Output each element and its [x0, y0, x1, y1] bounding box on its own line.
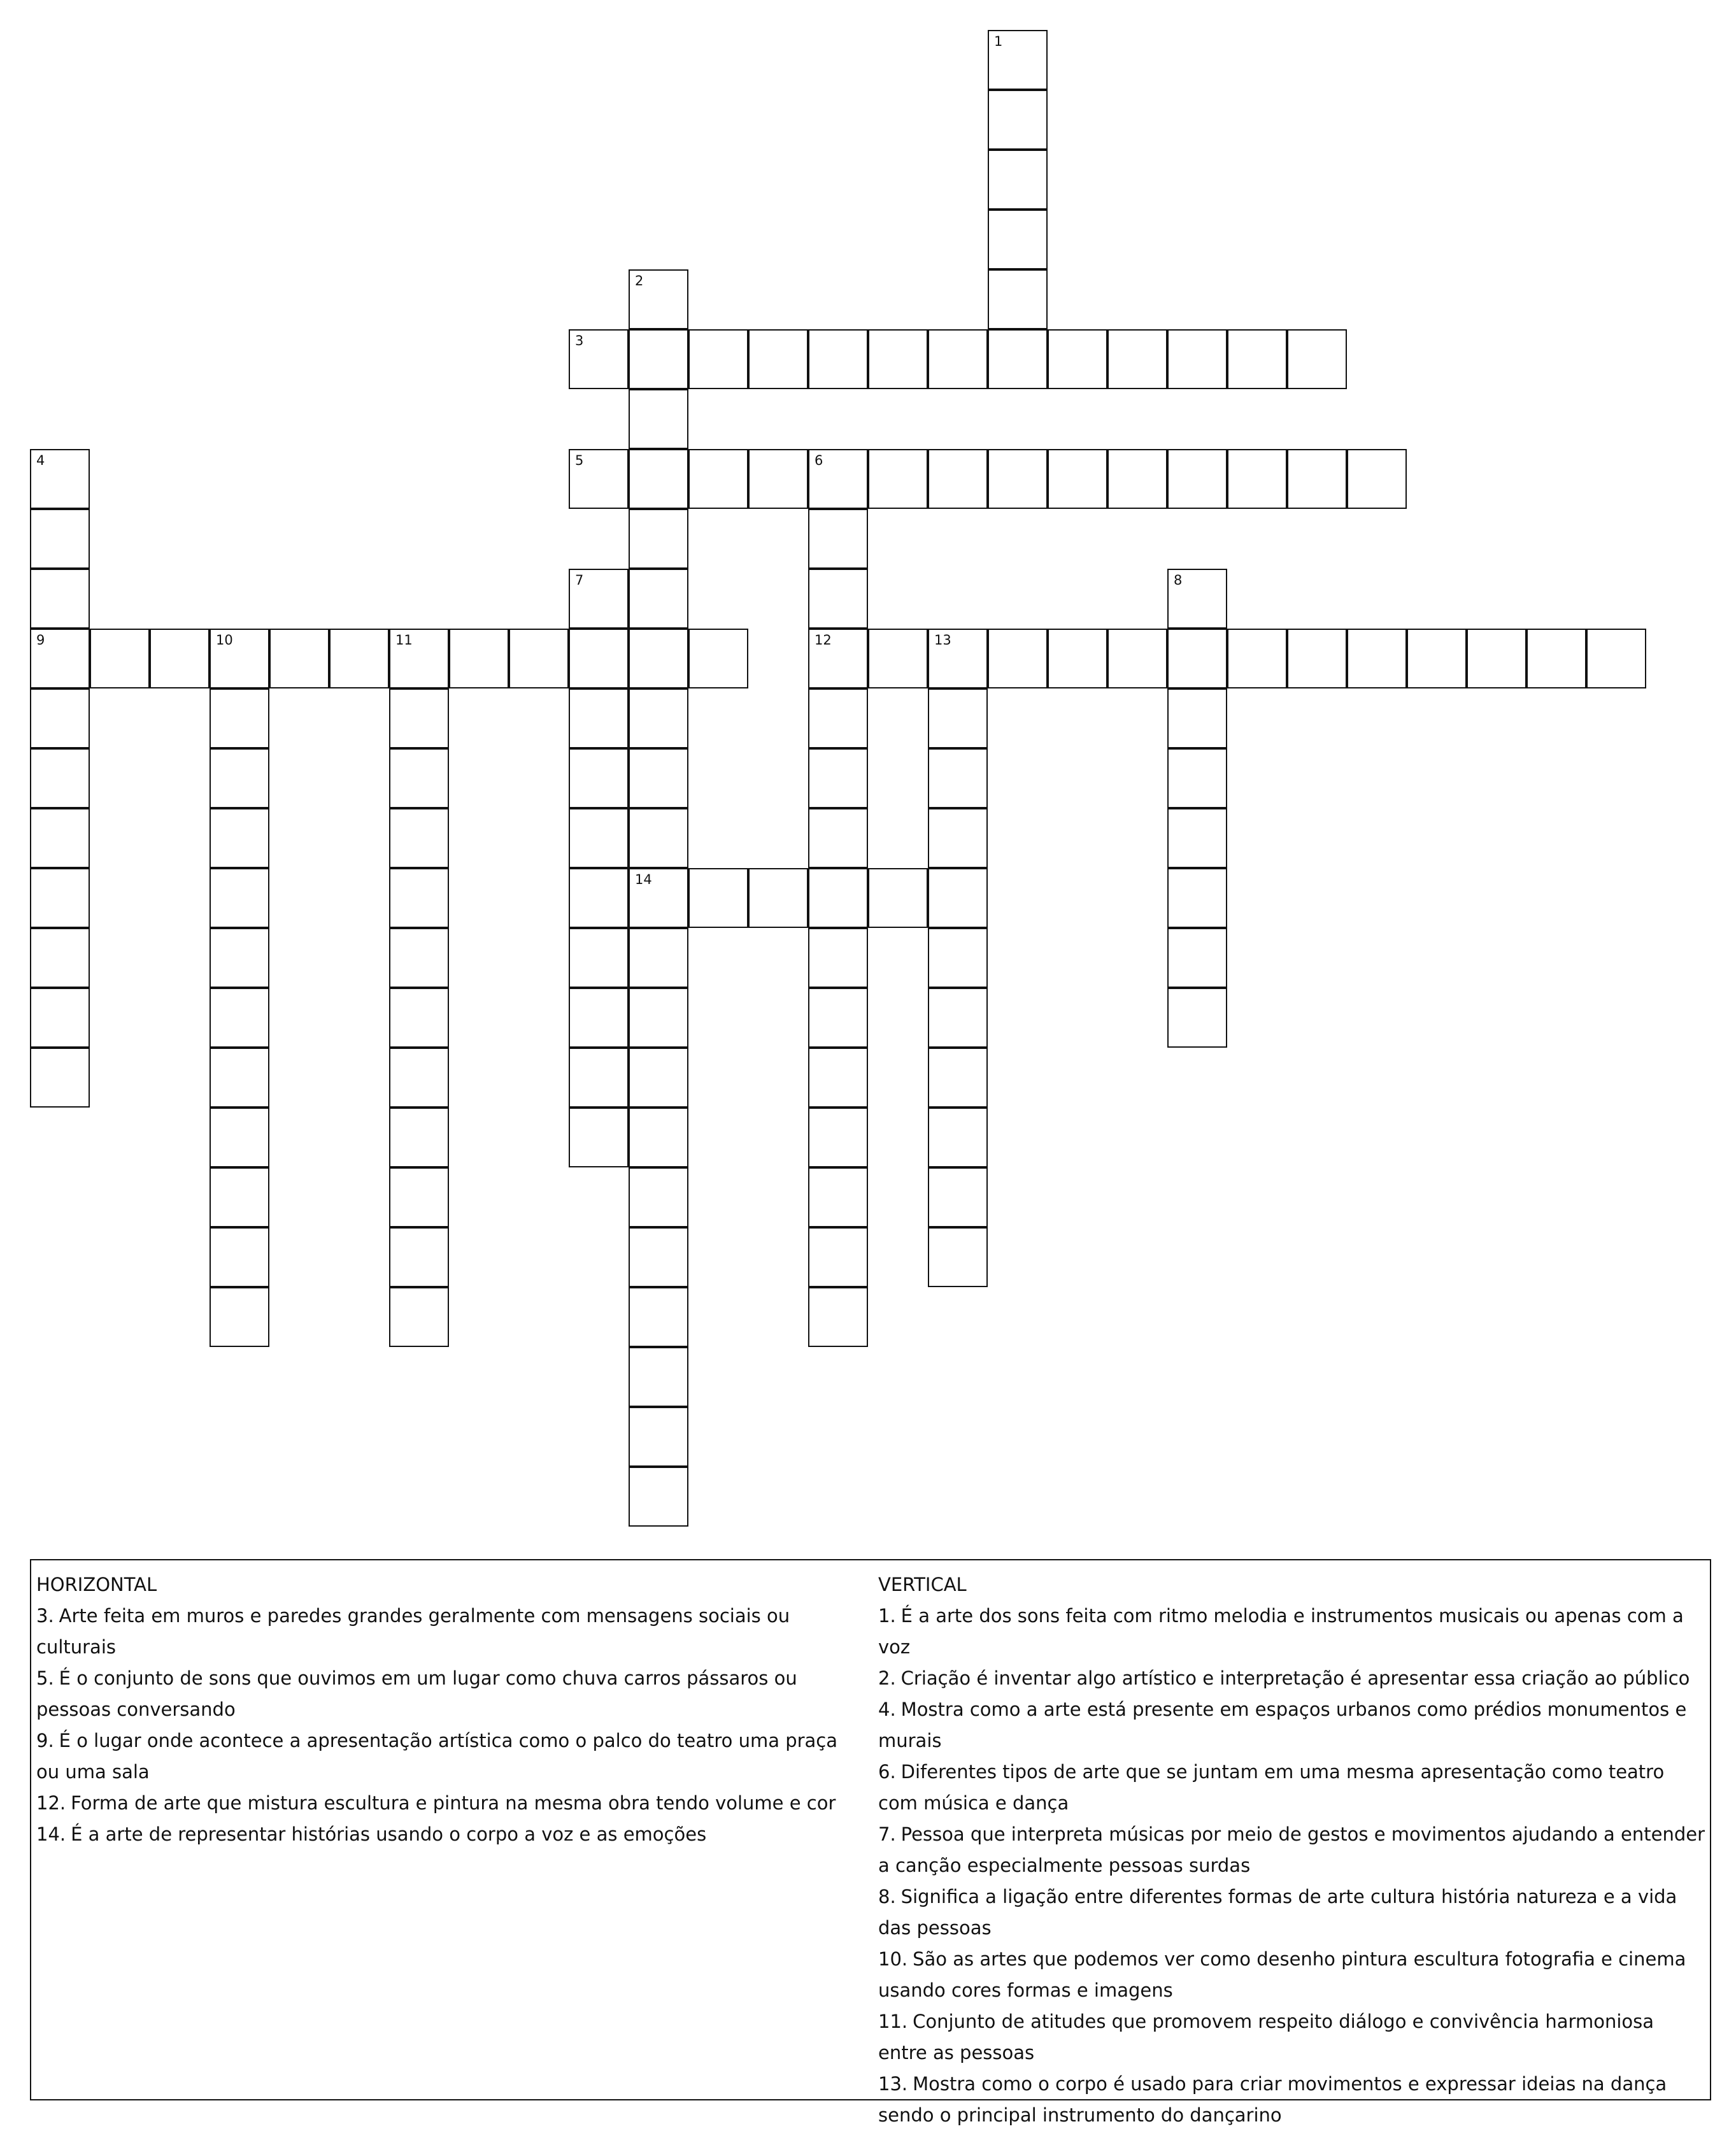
crossword-cell[interactable] — [210, 1227, 269, 1287]
crossword-cell[interactable] — [808, 868, 868, 928]
crossword-cell[interactable] — [688, 629, 748, 688]
crossword-cell[interactable] — [988, 90, 1048, 150]
clue-text: Arte feita em muros e paredes grandes geralmente com mensagens sociais ou culturais — [36, 1605, 790, 1658]
crossword-cell[interactable] — [1227, 449, 1287, 509]
crossword-cell[interactable] — [569, 569, 629, 629]
cell-number: 11 — [395, 632, 413, 648]
crossword-cell[interactable] — [150, 629, 210, 688]
crossword-cell[interactable] — [928, 688, 988, 748]
clue-item — [36, 1725, 858, 1788]
clue-number: 10. — [878, 1948, 908, 1970]
crossword-cell[interactable] — [389, 808, 449, 868]
clue-text: Mostra como o corpo é usado para criar movimentos e expressar ideias na dança sendo o principal instrumento do dançarino — [878, 2073, 1667, 2126]
crossword-cell[interactable] — [629, 449, 688, 509]
crossword-cell[interactable] — [808, 928, 868, 988]
cell-number: 5 — [575, 453, 584, 468]
crossword-cell[interactable] — [629, 748, 688, 808]
clue-number: 9. — [36, 1730, 54, 1751]
crossword-cell[interactable] — [30, 569, 90, 629]
crossword-cell[interactable] — [688, 329, 748, 389]
crossword-cell[interactable] — [1167, 449, 1227, 509]
crossword-cell[interactable] — [1048, 329, 1107, 389]
crossword-cell[interactable] — [1347, 449, 1407, 509]
cell-number: 1 — [994, 34, 1003, 49]
crossword-cell[interactable] — [868, 868, 928, 928]
crossword-cell[interactable] — [808, 988, 868, 1048]
crossword-cell[interactable] — [808, 449, 868, 509]
clue-text: Diferentes tipos de arte que se juntam em uma mesma apresentação como teatro com música e dança — [878, 1761, 1665, 1814]
crossword-cell[interactable] — [868, 329, 928, 389]
crossword-cell[interactable] — [928, 449, 988, 509]
crossword-cell[interactable] — [30, 988, 90, 1048]
crossword-cell[interactable] — [210, 1108, 269, 1167]
clue-number: 4. — [878, 1699, 896, 1720]
clue-number: 12. — [36, 1792, 66, 1814]
crossword-cell[interactable] — [928, 928, 988, 988]
crossword-cell[interactable] — [629, 329, 688, 389]
crossword-cell[interactable] — [928, 988, 988, 1048]
crossword-cell[interactable] — [210, 629, 269, 688]
crossword-cell[interactable] — [90, 629, 150, 688]
crossword-cell[interactable] — [569, 808, 629, 868]
crossword-cell[interactable] — [629, 1167, 688, 1227]
crossword-cell[interactable] — [569, 928, 629, 988]
crossword-cell[interactable] — [569, 1108, 629, 1167]
clue-text: Forma de arte que mistura escultura e pintura na mesma obra tendo volume e cor — [71, 1792, 836, 1814]
crossword-cell[interactable] — [629, 629, 688, 688]
crossword-cell[interactable] — [1167, 808, 1227, 868]
crossword-cell[interactable] — [1107, 629, 1167, 688]
crossword-cell[interactable] — [808, 748, 868, 808]
crossword-cell[interactable] — [30, 449, 90, 509]
crossword-cell[interactable] — [629, 1347, 688, 1407]
crossword-cell[interactable] — [389, 1287, 449, 1347]
crossword-cell[interactable] — [928, 868, 988, 928]
crossword-cell[interactable] — [30, 868, 90, 928]
crossword-cell[interactable] — [629, 1407, 688, 1467]
crossword-cell[interactable] — [30, 1048, 90, 1108]
clue-number: 1. — [878, 1605, 896, 1627]
crossword-cell[interactable] — [928, 329, 988, 389]
crossword-cell[interactable] — [30, 748, 90, 808]
clue-item — [878, 1600, 1706, 1663]
crossword-cell[interactable] — [1227, 329, 1287, 389]
crossword-cell[interactable] — [389, 988, 449, 1048]
clue-item — [878, 1757, 1706, 1819]
clue-item — [878, 1881, 1706, 1944]
crossword-cell[interactable] — [389, 1048, 449, 1108]
crossword-cell[interactable] — [569, 988, 629, 1048]
clue-number: 5. — [36, 1667, 54, 1689]
clue-text: Conjunto de atitudes que promovem respeito diálogo e convivência harmoniosa entre as pessoas — [878, 2011, 1654, 2063]
crossword-cell[interactable] — [629, 688, 688, 748]
crossword-cell[interactable] — [30, 928, 90, 988]
crossword-cell[interactable] — [1227, 629, 1287, 688]
crossword-cell[interactable] — [30, 629, 90, 688]
clue-text: São as artes que podemos ver como desenho pintura escultura fotografia e cinema usando cores formas e imagens — [878, 1948, 1686, 2001]
crossword-cell[interactable] — [569, 629, 629, 688]
crossword-cell[interactable] — [629, 868, 688, 928]
crossword-cell[interactable] — [988, 629, 1048, 688]
cell-number: 12 — [815, 632, 832, 648]
crossword-cell[interactable] — [329, 629, 389, 688]
crossword-cell[interactable] — [389, 868, 449, 928]
crossword-cell[interactable] — [629, 1048, 688, 1108]
crossword-cell[interactable] — [629, 509, 688, 569]
clue-text: Significa a ligação entre diferentes formas de arte cultura história natureza e a vida das pessoas — [878, 1886, 1677, 1939]
crossword-cell[interactable] — [629, 1287, 688, 1347]
vertical-title: VERTICAL — [878, 1574, 967, 1595]
crossword-cell[interactable] — [30, 808, 90, 868]
clue-text: Criação é inventar algo artístico e interpretação é apresentar essa criação ao público — [900, 1667, 1690, 1689]
crossword-cell[interactable] — [1167, 748, 1227, 808]
crossword-cell[interactable] — [1167, 988, 1227, 1048]
crossword-cell[interactable] — [928, 1227, 988, 1287]
crossword-cell[interactable] — [808, 569, 868, 629]
crossword-cell[interactable] — [569, 748, 629, 808]
cell-number: 2 — [635, 273, 644, 289]
crossword-cell[interactable] — [1167, 688, 1227, 748]
clue-item — [36, 1600, 858, 1663]
clue-number: 3. — [36, 1605, 54, 1627]
crossword-cell[interactable] — [1167, 629, 1227, 688]
crossword-cell[interactable] — [928, 1108, 988, 1167]
vertical-clues — [878, 1569, 1706, 2131]
clue-text: Mostra como a arte está presente em espaços urbanos como prédios monumentos e murais — [878, 1699, 1687, 1751]
crossword-cell[interactable] — [569, 868, 629, 928]
crossword-cell[interactable] — [389, 688, 449, 748]
crossword-cell[interactable] — [988, 150, 1048, 210]
crossword-cell[interactable] — [30, 509, 90, 569]
crossword-cell[interactable] — [389, 928, 449, 988]
crossword-cell[interactable] — [988, 449, 1048, 509]
crossword-cell[interactable] — [629, 1467, 688, 1527]
horizontal-title: HORIZONTAL — [36, 1574, 157, 1595]
crossword-cell[interactable] — [389, 629, 449, 688]
crossword-cell[interactable] — [210, 688, 269, 748]
crossword-cell[interactable] — [1167, 868, 1227, 928]
crossword-cell[interactable] — [988, 30, 1048, 90]
cell-number: 9 — [36, 632, 45, 648]
clues-box — [30, 1559, 1711, 2126]
crossword-cell[interactable] — [808, 1108, 868, 1167]
crossword-cell[interactable] — [928, 808, 988, 868]
crossword-cell[interactable] — [928, 1167, 988, 1227]
clue-text: É o conjunto de sons que ouvimos em um lugar como chuva carros pássaros ou pessoas conversando — [36, 1667, 797, 1720]
crossword-cell[interactable] — [569, 688, 629, 748]
crossword-cell[interactable] — [389, 748, 449, 808]
crossword-cell[interactable] — [688, 868, 748, 928]
crossword-cell[interactable] — [210, 928, 269, 988]
clue-item — [878, 1663, 1706, 1694]
crossword-cell[interactable] — [748, 449, 808, 509]
cell-number: 4 — [36, 453, 45, 468]
crossword-cell[interactable] — [928, 748, 988, 808]
crossword-cell[interactable] — [1107, 329, 1167, 389]
crossword-cell[interactable] — [569, 449, 629, 509]
crossword-cell[interactable] — [210, 748, 269, 808]
cell-number: 6 — [815, 453, 823, 468]
horizontal-clue-list — [36, 1600, 858, 1850]
crossword-cell[interactable] — [808, 688, 868, 748]
crossword-cell[interactable] — [629, 269, 688, 329]
clue-number: 6. — [878, 1761, 896, 1783]
crossword-cell[interactable] — [1048, 629, 1107, 688]
crossword-cell[interactable] — [1107, 449, 1167, 509]
crossword-cell[interactable] — [1287, 449, 1347, 509]
crossword-cell[interactable] — [808, 808, 868, 868]
clue-text: É a arte de representar histórias usando o corpo a voz e as emoções — [71, 1823, 707, 1845]
crossword-cell[interactable] — [988, 269, 1048, 329]
horizontal-clues — [36, 1569, 858, 1850]
crossword-cell[interactable] — [988, 329, 1048, 389]
crossword-cell[interactable] — [629, 569, 688, 629]
crossword-cell[interactable] — [988, 210, 1048, 269]
vertical-clue-list — [878, 1600, 1706, 2131]
crossword-cell[interactable] — [1287, 329, 1347, 389]
crossword-cell[interactable] — [569, 329, 629, 389]
crossword-cell[interactable] — [629, 1227, 688, 1287]
clue-item — [36, 1819, 858, 1850]
crossword-cell[interactable] — [808, 329, 868, 389]
clue-number: 11. — [878, 2011, 908, 2032]
crossword-cell[interactable] — [1526, 629, 1586, 688]
clue-number: 8. — [878, 1886, 896, 1907]
clue-number: 7. — [878, 1823, 896, 1845]
clue-number: 13. — [878, 2073, 908, 2095]
crossword-cell[interactable] — [1167, 928, 1227, 988]
crossword-cell[interactable] — [629, 988, 688, 1048]
cell-number: 8 — [1174, 573, 1183, 588]
clue-number: 2. — [878, 1667, 896, 1689]
crossword-cell[interactable] — [629, 389, 688, 449]
cell-number: 7 — [575, 573, 584, 588]
crossword-cell[interactable] — [269, 629, 329, 688]
crossword-cell[interactable] — [928, 1048, 988, 1108]
crossword-cell[interactable] — [389, 1108, 449, 1167]
crossword-cell[interactable] — [210, 988, 269, 1048]
crossword-cell[interactable] — [210, 808, 269, 868]
crossword-cell[interactable] — [210, 1287, 269, 1347]
crossword-cell[interactable] — [748, 329, 808, 389]
clue-item — [878, 1694, 1706, 1757]
crossword-cell[interactable] — [1407, 629, 1467, 688]
crossword-cell[interactable] — [389, 1167, 449, 1227]
cell-number: 10 — [216, 632, 233, 648]
crossword-cell[interactable] — [629, 1108, 688, 1167]
crossword-cell[interactable] — [509, 629, 569, 688]
crossword-cell[interactable] — [868, 629, 928, 688]
clue-text: É o lugar onde acontece a apresentação artística como o palco do teatro uma praça ou uma sala — [36, 1730, 838, 1783]
crossword-cell[interactable] — [1287, 629, 1347, 688]
crossword-cell[interactable] — [210, 868, 269, 928]
crossword-cell[interactable] — [1167, 569, 1227, 629]
crossword-cell[interactable] — [1048, 449, 1107, 509]
crossword-cell[interactable] — [629, 928, 688, 988]
crossword-cell[interactable] — [389, 1227, 449, 1287]
cell-number: 3 — [575, 333, 584, 348]
clue-number: 14. — [36, 1823, 66, 1845]
crossword-cell[interactable] — [808, 629, 868, 688]
clue-item — [36, 1663, 858, 1725]
crossword-cell[interactable] — [1586, 629, 1646, 688]
crossword-cell[interactable] — [808, 1287, 868, 1347]
crossword-cell[interactable] — [688, 449, 748, 509]
crossword-cell[interactable] — [1347, 629, 1407, 688]
clue-item — [36, 1788, 858, 1819]
crossword-cell[interactable] — [1467, 629, 1526, 688]
crossword-cell[interactable] — [748, 868, 808, 928]
clue-item — [878, 2069, 1706, 2131]
crossword-cell[interactable] — [449, 629, 509, 688]
cell-number: 13 — [934, 632, 951, 648]
clue-item — [878, 1819, 1706, 1881]
clue-text: Pessoa que interpreta músicas por meio de gestos e movimentos ajudando a entender a canção especialmente pessoas surdas — [878, 1823, 1705, 1876]
clue-item — [878, 1944, 1706, 2006]
crossword-cell[interactable] — [210, 1167, 269, 1227]
crossword-cell[interactable] — [30, 688, 90, 748]
crossword-cell[interactable] — [868, 449, 928, 509]
crossword-cell[interactable] — [808, 1167, 868, 1227]
crossword-cell[interactable] — [808, 1048, 868, 1108]
crossword-cell[interactable] — [928, 629, 988, 688]
clue-text: É a arte dos sons feita com ritmo melodia e instrumentos musicais ou apenas com a voz — [878, 1605, 1684, 1658]
crossword-cell[interactable] — [569, 1048, 629, 1108]
cell-number: 14 — [635, 872, 652, 887]
clue-item — [878, 2006, 1706, 2069]
crossword-cell[interactable] — [629, 808, 688, 868]
crossword-cell[interactable] — [808, 1227, 868, 1287]
crossword-cell[interactable] — [210, 1048, 269, 1108]
crossword-cell[interactable] — [808, 509, 868, 569]
crossword-cell[interactable] — [1167, 329, 1227, 389]
